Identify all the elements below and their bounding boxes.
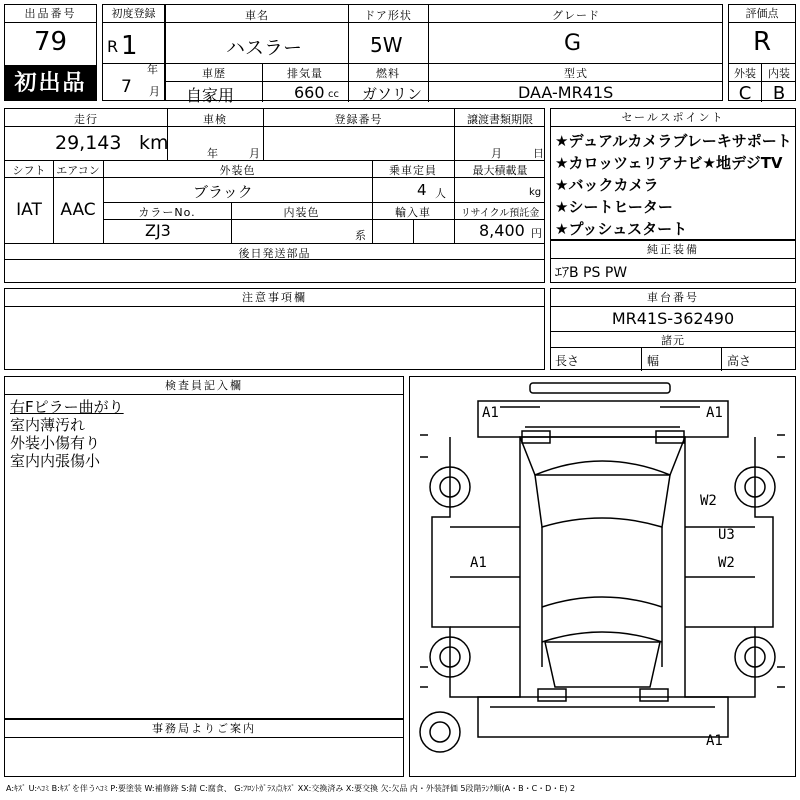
office-label: 事務局よりご案内 [5,720,403,738]
score-box [728,4,796,104]
later-parts-label: 後日発送部品 [238,247,311,260]
equipment-box [550,240,796,283]
sales-point-item: ★カロッツェリアナビ★地デジTV [555,154,783,172]
chassis-label: 車台番号 [551,289,795,307]
year-unit: 年 [147,63,158,76]
car-name-label: 車名 [245,9,269,22]
displacement-unit: cc [328,89,339,100]
height-label: 高さ [727,354,752,368]
int-color-label: 内装色 [283,206,320,219]
door-type: 5W [370,33,403,57]
door-label: ドア形状 [364,9,412,22]
load-label: 最大積載量 [472,164,528,177]
car-info-box [165,4,723,105]
vehicle-detail-grid [4,108,545,283]
fuel: ガソリン [362,85,423,103]
sales-point-item: ★シートヒーター [555,198,673,216]
history: 自家用 [186,86,235,105]
capacity-label: 乗車定員 [389,164,437,177]
model-label: 型式 [564,67,588,80]
inspector-note: 右Fピラー曲がり [10,398,124,416]
grade: G [564,31,582,56]
damage-mark: A1 [706,405,723,421]
first-listing-badge: 初出品 [4,66,97,101]
equipment-label: 純正装備 [551,241,795,259]
chassis-box [550,288,796,370]
load-unit: kg [529,187,542,198]
legend: A:ｷｽﾞ U:ﾍｺﾐ B:ｷｽﾞを伴うﾍｺﾐ P:要塗装 W:補修跡 S:錆 C:腐食、 G:ﾌﾛﾝﾄｶﾞﾗｽ点ｷｽﾞ XX:交換済み X:要交換 欠:欠品 内・外装評価 5段階ﾗﾝｸ順(A・B・C・D・E) 2 [6,784,576,793]
exterior-grade: C [738,83,752,104]
sales-points-label: セールスポイント [551,109,795,127]
mileage-label: 走行 [74,113,98,126]
era: R [107,37,119,56]
damage-mark: U3 [718,527,735,543]
notes-label: 注意事項欄 [5,289,544,307]
score: R [752,27,772,57]
office-box [4,719,404,777]
inspector-label: 検査員記入欄 [5,377,403,395]
sales-point-item: ★プッシュスタート [555,220,688,238]
color-no-label: カラーNo. [138,206,196,219]
inspector-note: 室内薄汚れ [10,416,86,434]
displacement: 660 [294,83,325,102]
first-registration-box [102,4,165,101]
ac-label: エアコン [56,164,100,177]
shift-label: シフト [12,164,46,177]
color: ブラック [193,183,253,201]
model: DAA-MR41S [518,83,614,102]
score-label: 評価点 [729,5,795,23]
sales-point-item: ★バックカメラ [555,176,659,194]
month-value: 7 [121,77,132,97]
lot-number-box [4,4,97,66]
first-reg-label: 初度登録 [103,5,164,23]
inspection-label: 車検 [203,113,227,126]
dims-label: 諸元 [661,334,685,347]
mileage: 29,143 [55,132,122,154]
inspector-box [4,376,404,719]
damage-mark: A1 [482,405,499,421]
notes-box [4,288,545,370]
interior-grade: B [772,83,786,104]
transfer-month-unit: 月 [491,147,502,160]
recycle-label: リサイクル預託金 [460,208,540,219]
car-diagram-svg [410,377,795,776]
damage-mark: A1 [470,555,487,571]
grade-label: グレード [552,9,600,22]
damage-mark: A1 [706,733,723,749]
inspector-note: 室内内張傷小 [10,452,101,470]
recycle-unit: 円 [531,227,542,240]
inspection-year-unit: 年 [207,147,218,160]
fuel-label: 燃料 [376,67,400,80]
transfer-label: 譲渡書類期限 [467,113,533,126]
year-value: 1 [121,31,138,61]
int-color-unit: 系 [355,229,366,242]
transfer-day-unit: 日 [533,147,544,160]
capacity: 4 [417,181,427,199]
mileage-unit: km [139,132,169,154]
lot-number: 79 [33,27,68,57]
history-label: 車歴 [202,67,226,80]
length-label: 長さ [555,354,580,368]
exterior-label: 外装 [734,67,756,80]
car-name: ハスラー [226,37,303,59]
sales-points-box [550,108,796,240]
color-no: ZJ3 [145,221,171,240]
chassis-number: MR41S-362490 [611,309,735,328]
reg-no-label: 登録番号 [334,113,383,126]
import-label: 輸入車 [395,206,431,219]
damage-mark: W2 [700,493,717,509]
recycle-amount: 8,400 [479,221,525,240]
ac: AAC [60,200,96,220]
capacity-unit: 人 [435,187,446,200]
displacement-label: 排気量 [287,67,323,80]
lot-label: 出品番号 [5,5,96,23]
width-label: 幅 [647,354,660,368]
interior-label: 内装 [768,67,790,80]
car-diagram [409,376,796,777]
color-label: 外装色 [219,164,256,177]
shift: IAT [16,200,42,220]
equipment-value: ｴｱB PS PW [555,265,628,281]
sales-point-item: ★デュアルカメラブレーキサポート [555,132,792,150]
month-unit: 月 [149,85,160,98]
inspection-month-unit: 月 [249,147,260,160]
inspector-note: 外装小傷有り [10,434,101,452]
damage-mark: W2 [718,555,735,571]
